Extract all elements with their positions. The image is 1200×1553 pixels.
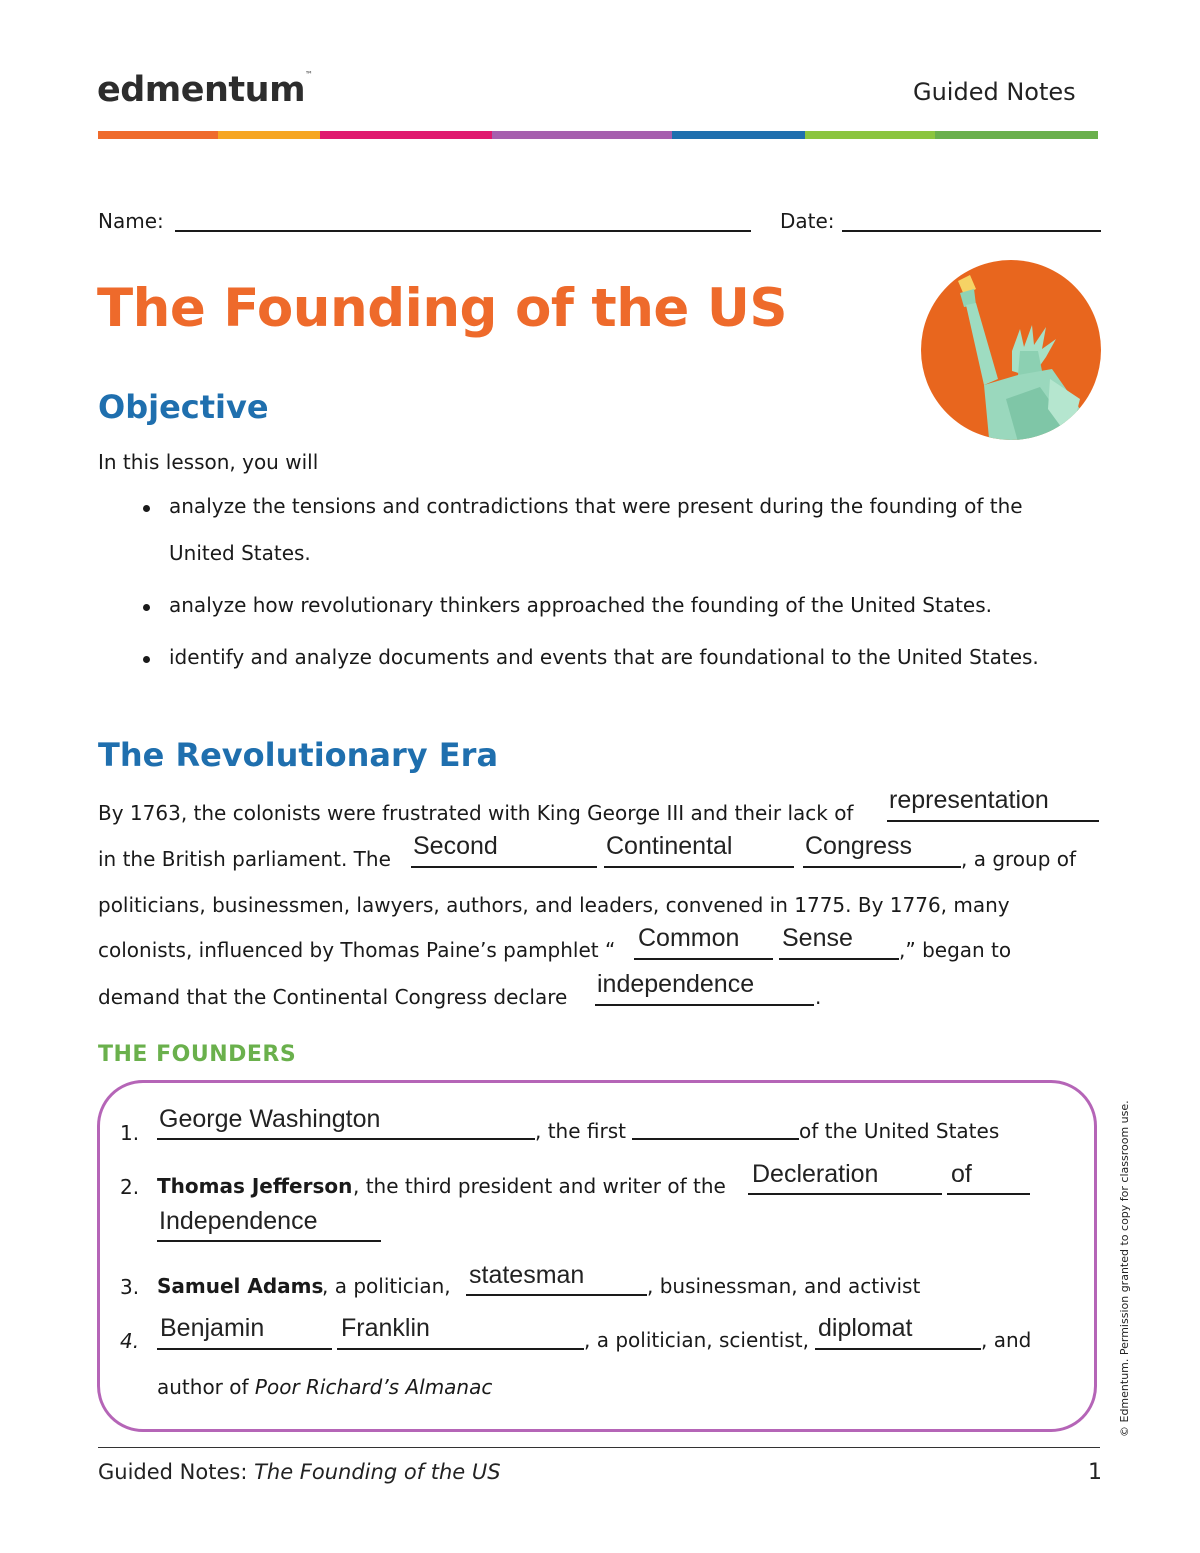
page-number: 1 bbox=[1088, 1460, 1102, 1485]
answer-diplomat[interactable]: diplomat bbox=[818, 1314, 913, 1342]
answer-franklin[interactable]: Franklin bbox=[341, 1314, 430, 1342]
answer-benjamin[interactable]: Benjamin bbox=[160, 1314, 265, 1342]
blank-line bbox=[815, 1348, 981, 1350]
color-bar-segment bbox=[935, 131, 1098, 139]
statue-of-liberty-icon bbox=[920, 259, 1102, 441]
copyright-notice: © Edmentum. Permission granted to copy for classroom use. bbox=[1118, 1100, 1131, 1437]
objective-heading: Objective bbox=[98, 388, 269, 426]
answer-representation[interactable]: representation bbox=[889, 786, 1049, 814]
blank-line bbox=[604, 866, 794, 868]
founder-text: , businessman, and activist bbox=[647, 1274, 921, 1298]
founder-number: 2. bbox=[120, 1175, 140, 1199]
page-title: The Founding of the US bbox=[97, 278, 788, 339]
blank-line bbox=[947, 1193, 1030, 1195]
founder-text: , a politician, bbox=[322, 1274, 451, 1298]
rev-text-line4b: ,” began to bbox=[899, 938, 1012, 962]
blank-line bbox=[157, 1348, 332, 1350]
rev-text-line1: By 1763, the colonists were frustrated with King George III and their lack of bbox=[98, 801, 854, 825]
rev-text-line3: politicians, businessmen, lawyers, authors, and leaders, convened in 1775. By 1776, many bbox=[98, 893, 1010, 917]
answer-second[interactable]: Second bbox=[413, 832, 498, 860]
blank-line bbox=[157, 1138, 535, 1140]
bullet-icon bbox=[143, 604, 150, 611]
answer-sense[interactable]: Sense bbox=[782, 924, 853, 952]
footer-divider bbox=[98, 1447, 1100, 1448]
bullet-icon bbox=[143, 656, 150, 663]
founder-number: 3. bbox=[120, 1275, 140, 1299]
founder-text: , and bbox=[981, 1328, 1032, 1352]
objective-bullet-cont: United States. bbox=[169, 541, 311, 565]
rev-text-line5: demand that the Continental Congress declare bbox=[98, 985, 568, 1009]
founder-text: , the first bbox=[535, 1119, 626, 1143]
blank-line bbox=[634, 958, 773, 960]
rev-text-line2: in the British parliament. The bbox=[98, 847, 391, 871]
blank-line bbox=[595, 1004, 814, 1006]
rev-text-line5b: . bbox=[815, 985, 822, 1009]
blank-line bbox=[887, 820, 1099, 822]
founder-number: 1. bbox=[120, 1121, 140, 1145]
answer-independence[interactable]: independence bbox=[597, 970, 755, 998]
objective-bullet: analyze how revolutionary thinkers approached the founding of the United States. bbox=[169, 593, 993, 617]
answer-continental[interactable]: Continental bbox=[606, 832, 733, 860]
objective-intro: In this lesson, you will bbox=[98, 450, 319, 474]
answer-independence-doc[interactable]: Independence bbox=[159, 1207, 318, 1235]
rev-text-line4: colonists, influenced by Thomas Paine’s pamphlet “ bbox=[98, 938, 616, 962]
revolutionary-era-heading: The Revolutionary Era bbox=[98, 736, 499, 774]
objective-bullet: identify and analyze documents and events that are foundational to the United States. bbox=[169, 645, 1039, 669]
color-bar-segment bbox=[320, 131, 492, 139]
blank-line bbox=[803, 866, 961, 868]
founder-text: , a politician, scientist, bbox=[584, 1328, 809, 1352]
color-bar-segment bbox=[218, 131, 320, 139]
name-field[interactable] bbox=[175, 230, 751, 232]
founders-heading: THE FOUNDERS bbox=[98, 1042, 297, 1067]
objective-bullet: analyze the tensions and contradictions that were present during the founding of the bbox=[169, 494, 1023, 518]
bullet-icon bbox=[143, 505, 150, 512]
name-label: Name: bbox=[98, 209, 164, 233]
founder-text-line2: author of Poor Richard’s Almanac bbox=[157, 1375, 493, 1399]
founder-number: 4. bbox=[120, 1329, 140, 1353]
date-label: Date: bbox=[780, 209, 835, 233]
answer-congress[interactable]: Congress bbox=[805, 832, 912, 860]
answer-common[interactable]: Common bbox=[638, 924, 740, 952]
rev-text-line2b: , a group of bbox=[961, 847, 1077, 871]
answer-statesman[interactable]: statesman bbox=[469, 1261, 585, 1289]
footer-text: Guided Notes: The Founding of the US bbox=[98, 1460, 501, 1484]
date-field[interactable] bbox=[842, 230, 1101, 232]
answer-george-washington[interactable]: George Washington bbox=[159, 1105, 381, 1133]
document-type-label: Guided Notes bbox=[913, 78, 1076, 106]
founder-name: Samuel Adams bbox=[157, 1274, 324, 1298]
color-bar-segment bbox=[492, 131, 672, 139]
blank-line bbox=[748, 1193, 942, 1195]
blank-line bbox=[411, 866, 597, 868]
blank-line bbox=[779, 958, 899, 960]
answer-decleration[interactable]: Decleration bbox=[752, 1160, 879, 1188]
blank-line-empty[interactable] bbox=[632, 1138, 799, 1140]
blank-line bbox=[157, 1240, 381, 1242]
header-color-bar bbox=[98, 131, 1098, 139]
founder-text: , the third president and writer of the bbox=[353, 1174, 726, 1198]
founder-name: Thomas Jefferson bbox=[157, 1174, 353, 1198]
blank-line bbox=[466, 1294, 647, 1296]
answer-of[interactable]: of bbox=[951, 1160, 972, 1188]
color-bar-segment bbox=[805, 131, 935, 139]
edmentum-logo: edmentum™ bbox=[97, 70, 313, 110]
founder-text: of the United States bbox=[799, 1119, 1000, 1143]
color-bar-segment bbox=[98, 131, 218, 139]
color-bar-segment bbox=[672, 131, 805, 139]
blank-line bbox=[337, 1348, 584, 1350]
